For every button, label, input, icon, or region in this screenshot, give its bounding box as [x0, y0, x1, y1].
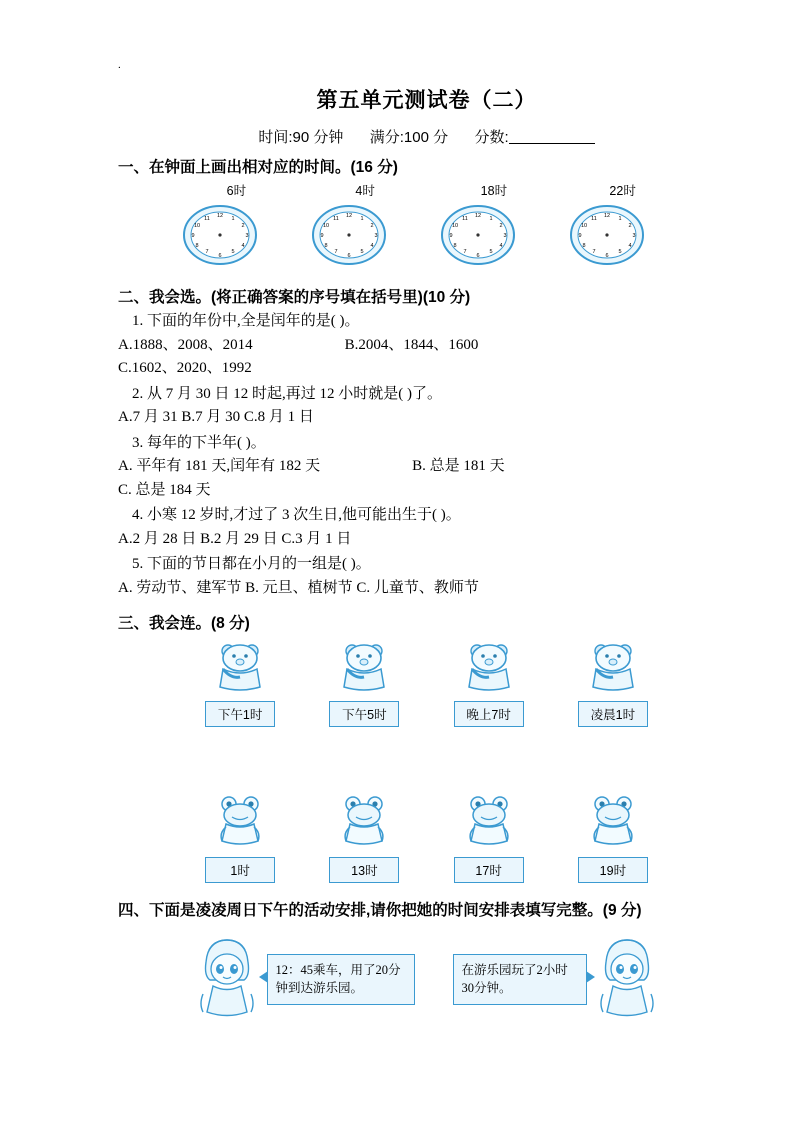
svg-text:6: 6	[218, 253, 222, 259]
svg-text:7: 7	[463, 249, 467, 255]
bear-cell-2	[309, 639, 419, 727]
activity-bubble-left-text: 12：45乘车，用了20分钟到达游乐园。	[275, 962, 401, 996]
svg-text:11: 11	[333, 216, 339, 222]
svg-text:7: 7	[592, 249, 596, 255]
svg-text:9: 9	[449, 233, 453, 239]
svg-text:9: 9	[578, 233, 582, 239]
svg-text:6: 6	[347, 253, 351, 259]
svg-text:3: 3	[503, 233, 507, 239]
svg-text:10: 10	[580, 223, 587, 229]
svg-text:4: 4	[370, 243, 374, 249]
svg-text:8: 8	[582, 243, 586, 249]
section-2-heading: 二、我会选。(将正确答案的序号填在括号里)(10 分)	[118, 289, 471, 306]
option-1c[interactable]: C.1602、2020、1992	[118, 360, 252, 376]
clock-row	[118, 181, 735, 263]
section-3-heading: 三、我会连。(8 分)	[118, 615, 250, 632]
svg-text:2: 2	[370, 223, 374, 229]
bear-icon	[450, 639, 528, 695]
question-4-stem: 4. 小寒 12 岁时,才过了 3 次生日,他可能出生于( )。	[132, 507, 461, 523]
svg-text:1: 1	[489, 216, 493, 222]
question-3-stem: 3. 每年的下半年( )。	[132, 434, 266, 451]
svg-text:5: 5	[489, 249, 493, 255]
section-1-heading: 一、在钟面上画出相对应的时间。(16 分)	[118, 159, 398, 176]
clock-cell-3	[439, 181, 549, 263]
svg-text:4: 4	[499, 243, 503, 249]
svg-text:12: 12	[474, 213, 481, 219]
svg-text:2: 2	[628, 223, 632, 229]
svg-text:6: 6	[605, 253, 609, 259]
bear-row	[118, 639, 735, 727]
svg-text:3: 3	[632, 233, 636, 239]
svg-text:12: 12	[603, 213, 610, 219]
svg-text:1: 1	[231, 216, 235, 222]
bear-icon	[574, 639, 652, 695]
clock-face-1[interactable]	[181, 203, 259, 263]
exam-score-label: 分数:	[474, 129, 509, 146]
exam-full-score: 满分:100 分	[369, 129, 449, 146]
bear-label-1[interactable]: 下午1时	[205, 701, 275, 727]
bear-label-4[interactable]: 凌晨1时	[578, 701, 648, 727]
svg-text:5: 5	[231, 249, 235, 255]
bear-cell-1	[185, 639, 295, 727]
frog-label-3[interactable]: 17时	[454, 857, 524, 883]
clock-cell-1	[181, 181, 291, 263]
svg-text:12: 12	[346, 213, 353, 219]
frog-label-2[interactable]: 13时	[329, 857, 399, 883]
option-1b[interactable]: B.2004、1844、1600	[344, 336, 479, 353]
bear-icon	[325, 639, 403, 695]
question-1-options-line-1	[118, 334, 735, 357]
svg-text:1: 1	[360, 216, 364, 222]
svg-text:10: 10	[451, 223, 458, 229]
option-3b[interactable]: B. 总是 181 天	[412, 458, 505, 474]
clock-label-4: 22时	[609, 184, 636, 198]
svg-text:3: 3	[245, 233, 249, 239]
activity-bubble-left	[267, 954, 415, 1006]
svg-text:3: 3	[374, 233, 378, 239]
svg-text:4: 4	[241, 243, 245, 249]
option-3a[interactable]: A. 平年有 181 天,闰年有 182 天	[118, 458, 321, 474]
activity-bubble-right-text: 在游乐园玩了2小时30分钟。	[461, 962, 568, 996]
question-5-options[interactable]: A. 劳动节、建军节 B. 元旦、植树节 C. 儿童节、教师节	[118, 579, 479, 596]
frog-cell-2	[309, 795, 419, 883]
bear-cell-3	[434, 639, 544, 727]
clock-face-3[interactable]	[439, 203, 517, 263]
svg-text:11: 11	[204, 216, 211, 222]
bubble-tail-left-icon	[259, 971, 268, 983]
frog-cell-1	[185, 795, 295, 883]
frog-row	[118, 795, 735, 883]
svg-text:1: 1	[618, 216, 622, 222]
score-blank	[509, 128, 595, 144]
svg-text:11: 11	[590, 216, 597, 222]
clock-cell-4	[568, 181, 678, 263]
clock-cell-2	[310, 181, 420, 263]
question-4-options[interactable]: A.2 月 28 日 B.2 月 29 日 C.3 月 1 日	[118, 530, 352, 547]
page-title: 第五单元测试卷（二）	[316, 89, 537, 112]
leading-mark: .	[118, 59, 121, 71]
svg-text:9: 9	[320, 233, 324, 239]
girl-character-right-icon	[591, 936, 663, 1022]
svg-text:6: 6	[476, 253, 480, 259]
exam-meta	[118, 126, 735, 147]
svg-text:10: 10	[194, 223, 201, 229]
clock-label-2: 4时	[355, 184, 375, 198]
svg-text:2: 2	[241, 223, 245, 229]
svg-text:10: 10	[323, 223, 330, 229]
frog-icon	[325, 795, 403, 851]
frog-icon	[574, 795, 652, 851]
svg-text:9: 9	[191, 233, 195, 239]
svg-text:4: 4	[628, 243, 632, 249]
question-3-options-line-2[interactable]: C. 总是 184 天	[118, 481, 211, 498]
svg-text:7: 7	[205, 249, 209, 255]
girl-character-left-icon	[191, 936, 263, 1022]
frog-icon	[201, 795, 279, 851]
svg-text:7: 7	[334, 249, 338, 255]
question-1-stem: 1. 下面的年份中,全是闰年的是( )。	[132, 313, 360, 329]
svg-text:5: 5	[360, 249, 364, 255]
section-4-heading: 四、下面是凌凌周日下午的活动安排,请你把她的时间安排表填写完整。(9 分)	[118, 902, 642, 919]
svg-text:8: 8	[195, 243, 199, 249]
frog-cell-4	[558, 795, 668, 883]
clock-label-1: 6时	[226, 184, 247, 198]
frog-icon	[450, 795, 528, 851]
option-1a[interactable]: A.1888、2008、2014	[118, 336, 253, 353]
question-1-options-line-2	[118, 357, 735, 380]
bear-icon	[201, 639, 279, 695]
frog-label-4[interactable]: 19时	[578, 857, 648, 883]
question-2-stem: 2. 从 7 月 30 日 12 时起,再过 12 小时就是( )了。	[132, 385, 442, 402]
question-2-options[interactable]: A.7 月 31 B.7 月 30 C.8 月 1 日	[118, 409, 314, 425]
activity-bubble-row	[118, 936, 735, 1022]
exam-time: 时间:90 分钟	[258, 129, 344, 146]
svg-text:12: 12	[217, 213, 224, 219]
svg-text:8: 8	[453, 243, 457, 249]
bear-cell-4	[558, 639, 668, 727]
svg-text:8: 8	[324, 243, 328, 249]
clock-face-4[interactable]	[568, 203, 646, 263]
svg-text:5: 5	[618, 249, 622, 255]
matching-answer-space[interactable]	[118, 727, 735, 789]
question-5-stem: 5. 下面的节日都在小月的一组是( )。	[132, 556, 371, 572]
frog-cell-3	[434, 795, 544, 883]
bear-label-2[interactable]: 下午5时	[329, 701, 399, 727]
bear-label-3[interactable]: 晚上7时	[454, 701, 524, 727]
clock-face-2[interactable]	[310, 203, 388, 263]
svg-text:2: 2	[499, 223, 503, 229]
bubble-tail-right-icon	[586, 971, 595, 983]
activity-bubble-right	[453, 954, 587, 1006]
svg-text:11: 11	[462, 216, 468, 222]
question-3-options-line-1	[118, 455, 735, 478]
frog-label-1[interactable]: 1时	[205, 857, 275, 883]
clock-label-3: 18时	[480, 184, 508, 198]
